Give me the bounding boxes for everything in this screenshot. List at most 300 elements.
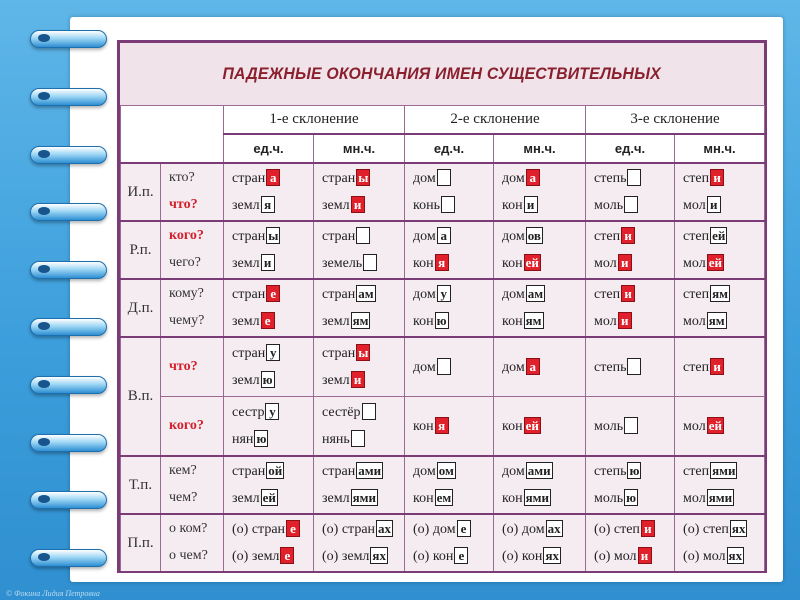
word-form: [413, 543, 493, 570]
ending-box: у: [266, 344, 280, 361]
word-form: [683, 485, 764, 512]
word-stem: кон: [413, 491, 434, 506]
word-form: [594, 485, 674, 512]
word-cell: [224, 279, 314, 337]
word-cell: [405, 514, 494, 572]
word-stem: степ: [683, 229, 710, 244]
ending-box: и: [621, 227, 635, 244]
word-cell: [586, 514, 675, 572]
question-cell: [161, 397, 224, 457]
question: чем?: [169, 490, 198, 505]
word-form: [594, 281, 674, 308]
word-form: [502, 223, 585, 250]
word-form: [683, 516, 764, 543]
word-stem: (о) мол: [594, 549, 637, 564]
word-cell: [494, 397, 586, 457]
ending-box: [441, 196, 455, 213]
ending-box: ы: [358, 170, 369, 186]
question: кому?: [169, 286, 204, 301]
ending-box: ы: [358, 345, 369, 361]
ending-box: [624, 417, 638, 434]
word-form: [683, 413, 764, 440]
word-stem: земл: [322, 491, 350, 506]
table-row: [121, 514, 765, 572]
word-stem: моль: [594, 198, 624, 213]
case-label: Д.п.: [121, 279, 161, 337]
word-stem: степ: [594, 287, 621, 302]
table-row: [121, 397, 765, 457]
ending-box: е: [457, 520, 471, 537]
ending-box: и: [641, 520, 655, 537]
ending-box: ах: [547, 521, 561, 537]
word-stem: мол: [683, 198, 706, 213]
binding-ring: [30, 146, 105, 162]
word-form: [322, 516, 404, 543]
ending-box: [363, 254, 377, 271]
word-cell: [314, 163, 405, 221]
ending-box: ам: [358, 286, 374, 302]
header-sg: ед.ч.: [586, 134, 675, 163]
word-form: [594, 165, 674, 192]
word-form: [322, 223, 404, 250]
word-stem: дом: [413, 171, 436, 186]
word-stem: степь: [594, 359, 627, 375]
word-form: [232, 426, 313, 453]
header-decl1: 1-е склонение: [224, 106, 405, 135]
ending-box: и: [524, 196, 538, 213]
word-form: [594, 308, 674, 335]
ending-box: ю: [435, 312, 449, 329]
ending-box: ам: [527, 286, 544, 302]
ending-box: ями: [352, 490, 376, 506]
word-form: [594, 223, 674, 250]
word-cell: [586, 456, 675, 514]
word-stem: дом: [413, 229, 436, 244]
ring-hole: [38, 322, 50, 330]
word-form: [413, 516, 493, 543]
word-form: [502, 354, 585, 381]
word-form: [322, 367, 404, 394]
word-cell: [314, 397, 405, 457]
ending-box: ями: [708, 490, 733, 506]
word-stem: стран: [322, 171, 356, 186]
word-stem: мол: [683, 491, 706, 506]
word-stem: сестёр: [322, 405, 361, 420]
word-stem: (о) кон: [502, 549, 543, 564]
binding-ring: [30, 203, 105, 219]
word-cell: [586, 337, 675, 397]
word-form: [232, 192, 313, 219]
word-stem: степь: [594, 171, 627, 186]
binding-ring: [30, 549, 105, 565]
word-form: [502, 192, 585, 219]
word-form: [502, 281, 585, 308]
word-stem: (о) земл: [322, 549, 370, 564]
ending-box: ами: [358, 463, 382, 479]
ending-box: ей: [708, 255, 722, 271]
word-stem: (о) степ: [683, 522, 729, 537]
declension-table-frame: [117, 40, 767, 573]
case-label: Т.п.: [121, 456, 161, 514]
ending-box: у: [437, 285, 451, 302]
word-stem: нян: [232, 432, 254, 447]
word-cell: [314, 456, 405, 514]
watermark: © Фокина Лидия Петровна: [6, 589, 100, 598]
ending-box: я: [435, 254, 449, 271]
word-stem: стран: [322, 229, 356, 244]
word-form: [322, 250, 404, 277]
word-stem: конь: [413, 198, 440, 213]
ending-box: ы: [268, 228, 279, 244]
ring-hole: [38, 265, 50, 273]
ending-box: и: [351, 196, 365, 213]
ending-box: и: [621, 285, 635, 302]
word-stem: степ: [683, 171, 710, 186]
ending-box: ей: [708, 417, 722, 433]
ending-box: а: [526, 169, 540, 186]
word-form: [502, 165, 585, 192]
word-form: [413, 413, 493, 440]
question-cell: [161, 163, 224, 221]
word-form: [502, 413, 585, 440]
question: что?: [169, 359, 198, 374]
word-stem: дом: [502, 171, 525, 186]
word-form: [502, 485, 585, 512]
ending-box: и: [618, 254, 632, 271]
word-stem: дом: [413, 287, 436, 302]
word-stem: степ: [683, 287, 710, 302]
header-pl: мн.ч.: [314, 134, 405, 163]
word-cell: [405, 337, 494, 397]
word-form: [413, 281, 493, 308]
word-stem: (о) дом: [413, 522, 456, 537]
word-cell: [675, 397, 765, 457]
question-cell: [161, 456, 224, 514]
word-form: [232, 250, 313, 277]
word-stem: земель: [322, 256, 363, 271]
ending-box: и: [618, 312, 632, 329]
word-cell: [586, 163, 675, 221]
word-cell: [314, 514, 405, 572]
word-form: [232, 458, 313, 485]
ending-box: ю: [624, 489, 638, 506]
word-stem: степь: [594, 464, 627, 479]
ending-box: ям: [352, 313, 369, 329]
ending-box: ю: [261, 371, 275, 388]
binding-ring: [30, 261, 105, 277]
ending-box: [627, 358, 641, 375]
word-cell: [405, 163, 494, 221]
ending-box: [437, 169, 451, 186]
ending-box: е: [280, 547, 294, 564]
word-stem: кон: [413, 418, 434, 434]
word-stem: мол: [594, 314, 617, 329]
word-stem: стран: [232, 287, 266, 302]
word-form: [683, 354, 764, 381]
word-stem: дом: [502, 464, 525, 479]
word-stem: мол: [594, 256, 617, 271]
question-cell: [161, 337, 224, 397]
ending-box: ов: [527, 228, 541, 244]
word-stem: степ: [683, 464, 710, 479]
question-cell: [161, 279, 224, 337]
ending-box: ях: [372, 548, 386, 564]
word-form: [413, 485, 493, 512]
word-cell: [586, 397, 675, 457]
word-form: [413, 458, 493, 485]
question: кого?: [169, 418, 204, 433]
word-stem: земл: [232, 373, 260, 388]
question: кто?: [169, 170, 195, 185]
word-cell: [586, 221, 675, 279]
word-stem: стран: [322, 287, 356, 302]
word-cell: [405, 397, 494, 457]
word-cell: [224, 514, 314, 572]
word-form: [413, 192, 493, 219]
word-cell: [675, 221, 765, 279]
question: чему?: [169, 313, 205, 328]
word-form: [232, 308, 313, 335]
word-stem: мол: [683, 418, 706, 434]
word-stem: кон: [502, 198, 523, 213]
word-cell: [224, 397, 314, 457]
word-stem: дом: [413, 359, 436, 375]
word-stem: моль: [594, 418, 624, 434]
word-cell: [675, 337, 765, 397]
word-form: [413, 223, 493, 250]
ending-box: ой: [268, 463, 283, 479]
table-body: [121, 163, 765, 572]
word-cell: [224, 337, 314, 397]
word-cell: [314, 337, 405, 397]
word-form: [683, 458, 764, 485]
word-cell: [224, 221, 314, 279]
word-form: [683, 543, 764, 570]
word-stem: земл: [232, 256, 260, 271]
question: о чем?: [169, 548, 208, 563]
word-form: [683, 223, 764, 250]
word-stem: мол: [683, 314, 706, 329]
word-form: [683, 308, 764, 335]
word-stem: земл: [322, 373, 350, 388]
word-cell: [675, 514, 765, 572]
page-title: ПАДЕЖНЫЕ ОКОНЧАНИЯ ИМЕН СУЩЕСТВИТЕЛЬНЫХ: [222, 64, 662, 83]
word-stem: стран: [232, 464, 266, 479]
word-form: [322, 426, 404, 453]
ring-hole: [38, 495, 50, 503]
case-label: П.п.: [121, 514, 161, 572]
declension-table: [120, 105, 765, 573]
ending-box: ей: [712, 228, 726, 244]
word-form: [594, 516, 674, 543]
table-row: [121, 221, 765, 279]
ring-hole: [38, 207, 50, 215]
case-label: Р.п.: [121, 221, 161, 279]
binding-ring: [30, 434, 105, 450]
word-form: [322, 165, 404, 192]
header-sg: ед.ч.: [224, 134, 314, 163]
word-stem: стран: [232, 346, 266, 361]
word-form: [594, 458, 674, 485]
word-stem: моль: [594, 491, 624, 506]
table-row: [121, 163, 765, 221]
question: о ком?: [169, 521, 208, 536]
ending-box: [351, 430, 365, 447]
word-cell: [494, 279, 586, 337]
word-stem: сестр: [232, 405, 265, 420]
question: кого?: [169, 228, 204, 243]
ending-box: и: [638, 547, 652, 564]
ending-box: е: [266, 285, 280, 302]
ending-box: ами: [527, 463, 551, 479]
word-stem: земл: [232, 198, 260, 213]
word-form: [683, 165, 764, 192]
ending-box: ях: [545, 548, 559, 564]
word-cell: [494, 221, 586, 279]
word-cell: [405, 221, 494, 279]
word-form: [502, 516, 585, 543]
ending-box: [627, 169, 641, 186]
word-stem: (о) стран: [322, 522, 376, 537]
word-form: [322, 192, 404, 219]
word-form: [232, 367, 313, 394]
ending-box: [362, 403, 376, 420]
word-form: [232, 223, 313, 250]
ending-box: а: [266, 169, 280, 186]
word-form: [594, 354, 674, 381]
word-cell: [405, 279, 494, 337]
word-cell: [675, 279, 765, 337]
word-form: [594, 543, 674, 570]
word-cell: [314, 221, 405, 279]
word-stem: земл: [322, 314, 350, 329]
word-form: [413, 354, 493, 381]
word-cell: [494, 163, 586, 221]
word-stem: стран: [322, 464, 356, 479]
ending-box: ей: [525, 255, 539, 271]
word-stem: дом: [502, 287, 525, 302]
word-stem: (о) степ: [594, 522, 640, 537]
word-stem: нянь: [322, 432, 350, 447]
header-decl3: 3-е склонение: [586, 106, 765, 135]
word-stem: (о) земл: [232, 549, 280, 564]
case-label: И.п.: [121, 163, 161, 221]
ending-box: ах: [378, 521, 392, 537]
word-stem: дом: [502, 229, 525, 244]
word-form: [413, 308, 493, 335]
word-form: [232, 485, 313, 512]
word-stem: кон: [502, 314, 523, 329]
question: чего?: [169, 255, 201, 270]
word-cell: [224, 163, 314, 221]
ending-box: ом: [438, 463, 454, 479]
ending-box: ю: [627, 462, 641, 479]
case-label: В.п.: [121, 337, 161, 456]
ending-box: ям: [525, 313, 542, 329]
word-form: [594, 250, 674, 277]
word-form: [322, 308, 404, 335]
question: что?: [169, 197, 198, 212]
ring-hole: [38, 380, 50, 388]
word-stem: кон: [502, 491, 523, 506]
word-stem: кон: [502, 256, 523, 271]
ending-box: и: [710, 169, 724, 186]
word-cell: [675, 163, 765, 221]
ending-box: а: [437, 227, 451, 244]
ending-box: ей: [262, 490, 276, 506]
word-stem: земл: [232, 314, 260, 329]
word-cell: [224, 456, 314, 514]
word-form: [322, 485, 404, 512]
word-form: [232, 516, 313, 543]
word-stem: степ: [683, 359, 710, 375]
word-form: [413, 250, 493, 277]
word-cell: [405, 456, 494, 514]
ring-hole: [38, 553, 50, 561]
ending-box: и: [707, 196, 721, 213]
word-form: [322, 543, 404, 570]
ending-box: е: [454, 547, 468, 564]
word-form: [322, 340, 404, 367]
word-stem: стран: [232, 171, 266, 186]
word-stem: степ: [594, 229, 621, 244]
question: кем?: [169, 463, 197, 478]
ring-hole: [38, 34, 50, 42]
binding-ring: [30, 30, 105, 46]
word-stem: земл: [322, 198, 350, 213]
table-row: [121, 279, 765, 337]
word-form: [683, 281, 764, 308]
ending-box: [437, 358, 451, 375]
ending-box: [624, 196, 638, 213]
word-form: [232, 281, 313, 308]
ending-box: ей: [525, 417, 539, 433]
word-form: [232, 399, 313, 426]
table-row: [121, 337, 765, 397]
ending-box: у: [265, 403, 279, 420]
title-bar: [120, 43, 764, 107]
word-stem: (о) мол: [683, 549, 726, 564]
ending-box: и: [261, 254, 275, 271]
word-stem: дом: [413, 464, 436, 479]
word-form: [322, 458, 404, 485]
ending-box: ями: [525, 490, 549, 506]
word-cell: [494, 456, 586, 514]
word-form: [232, 340, 313, 367]
ending-box: а: [526, 358, 540, 375]
word-stem: (о) стран: [232, 522, 286, 537]
word-form: [413, 165, 493, 192]
ending-box: ям: [712, 286, 728, 302]
ring-hole: [38, 92, 50, 100]
ending-box: я: [435, 417, 449, 434]
word-form: [594, 413, 674, 440]
ending-box: ями: [712, 463, 736, 479]
ring-hole: [38, 438, 50, 446]
word-stem: стран: [232, 229, 266, 244]
ending-box: я: [261, 196, 275, 213]
ending-box: е: [286, 520, 300, 537]
ending-box: ю: [254, 430, 268, 447]
ring-hole: [38, 150, 50, 158]
word-stem: стран: [322, 346, 356, 361]
word-stem: кон: [413, 314, 434, 329]
word-cell: [494, 514, 586, 572]
ending-box: и: [351, 371, 365, 388]
ending-box: е: [261, 312, 275, 329]
binding-ring: [30, 318, 105, 334]
word-form: [502, 308, 585, 335]
